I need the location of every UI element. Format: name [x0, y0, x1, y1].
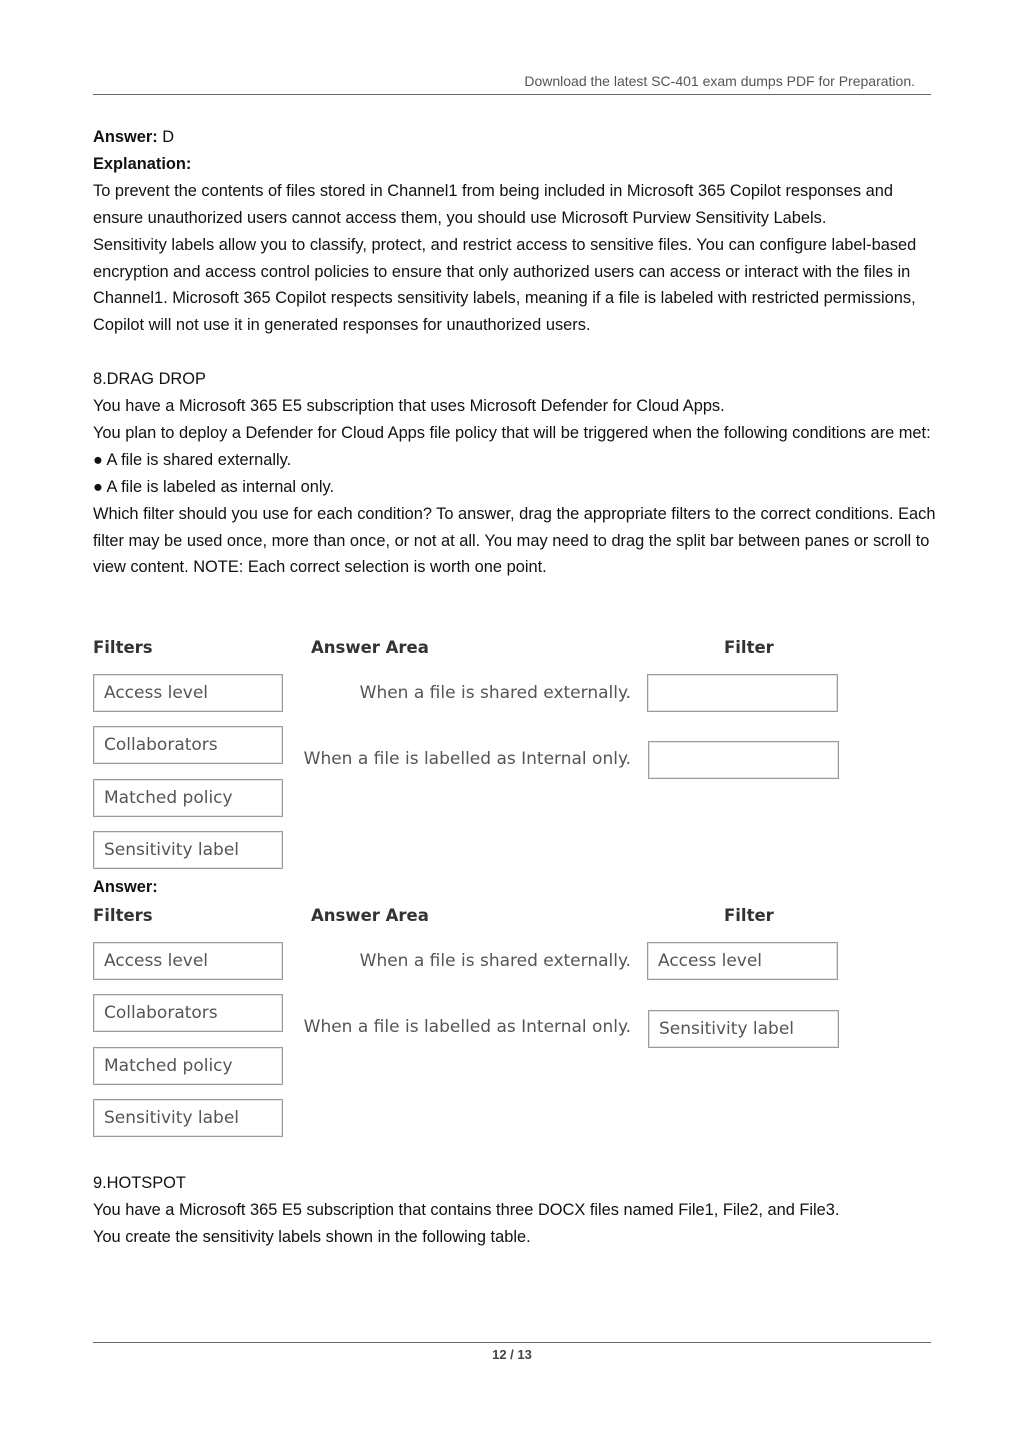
explanation-paragraph: Sensitivity labels allow you to classify, protect, and restrict access to sensitive files. You can configure label-based encryption and access control policies to ensure that only authorized users can access or interact with the files in Channel1. Microsoft 365 Copilot respects sensitivity labels, meaning if a file is labeled with restricted permissions, Copilot will not use it in generated responses for unauthorized users.	[93, 235, 917, 335]
q8-title: 8.DRAG DROP	[93, 370, 206, 389]
filter-option-matched-policy[interactable]: Matched policy	[93, 1047, 283, 1085]
q8-bullet: ● A file is labeled as internal only.	[93, 477, 335, 496]
drop-target-internal-only[interactable]	[648, 741, 839, 779]
footer-rule	[93, 1342, 931, 1343]
filter-option-collaborators[interactable]: Collaborators	[93, 726, 283, 764]
explanation-label: Explanation:	[93, 154, 192, 173]
page-number: 12 / 13	[492, 1347, 532, 1362]
filters-heading: Filters	[93, 906, 153, 925]
answer-area-heading: Answer Area	[311, 906, 429, 925]
q8-line: Which filter should you use for each condition? To answer, drag the appropriate filters to the correct conditions. Each filter may be used once, more than once, or not at all. You may need to drag the split bar between panes or scroll to view content. NOTE: Each correct selection is worth one point.	[93, 504, 936, 577]
q7-answer-line	[93, 124, 938, 151]
filter-option-sensitivity-label[interactable]: Sensitivity label	[93, 831, 283, 869]
answer-slot-shared-externally[interactable]: Access level	[647, 942, 838, 980]
q8-line: You plan to deploy a Defender for Cloud Apps file policy that will be triggered when the following conditions are met:	[93, 423, 931, 442]
filter-option-collaborators[interactable]: Collaborators	[93, 994, 283, 1032]
answer-label: Answer:	[93, 128, 158, 146]
q9-block	[93, 1170, 938, 1251]
filter-option-access-level[interactable]: Access level	[93, 674, 283, 712]
condition-internal-only: When a file is labelled as Internal only.	[303, 749, 631, 769]
header-rule	[93, 94, 931, 95]
q9-title: 9.HOTSPOT	[93, 1174, 186, 1192]
condition-shared-externally: When a file is shared externally.	[359, 951, 631, 971]
q8-bullet: ● A file is shared externally.	[93, 450, 292, 469]
filter-option-sensitivity-label[interactable]: Sensitivity label	[93, 1099, 283, 1137]
answer-area-heading: Answer Area	[311, 638, 429, 657]
q7-block	[93, 124, 938, 581]
condition-internal-only: When a file is labelled as Internal only.	[303, 1017, 631, 1037]
q9-line: You have a Microsoft 365 E5 subscription that contains three DOCX files named File1, File2, and File3.	[93, 1200, 840, 1219]
explanation-paragraph: To prevent the contents of files stored in Channel1 from being included in Microsoft 365 Copilot responses and ensure unauthorized users cannot access them, you should use Microsoft Purview Sensitivity Labels.	[93, 181, 893, 227]
filter-heading: Filter	[724, 638, 774, 657]
condition-shared-externally: When a file is shared externally.	[359, 683, 631, 703]
answer-value: D	[157, 128, 175, 146]
drop-target-shared-externally[interactable]	[647, 674, 838, 712]
filter-heading: Filter	[724, 906, 774, 925]
answer-slot-internal-only[interactable]: Sensitivity label	[648, 1010, 839, 1048]
q9-line: You create the sensitivity labels shown in the following table.	[93, 1227, 531, 1246]
filter-option-matched-policy[interactable]: Matched policy	[93, 779, 283, 817]
q8-line: You have a Microsoft 365 E5 subscription that uses Microsoft Defender for Cloud Apps.	[93, 397, 725, 416]
filters-heading: Filters	[93, 638, 153, 657]
page-header-text: Download the latest SC-401 exam dumps PDF for Preparation.	[524, 73, 915, 89]
filter-option-access-level[interactable]: Access level	[93, 942, 283, 980]
q8-answer-label: Answer:	[93, 878, 158, 896]
